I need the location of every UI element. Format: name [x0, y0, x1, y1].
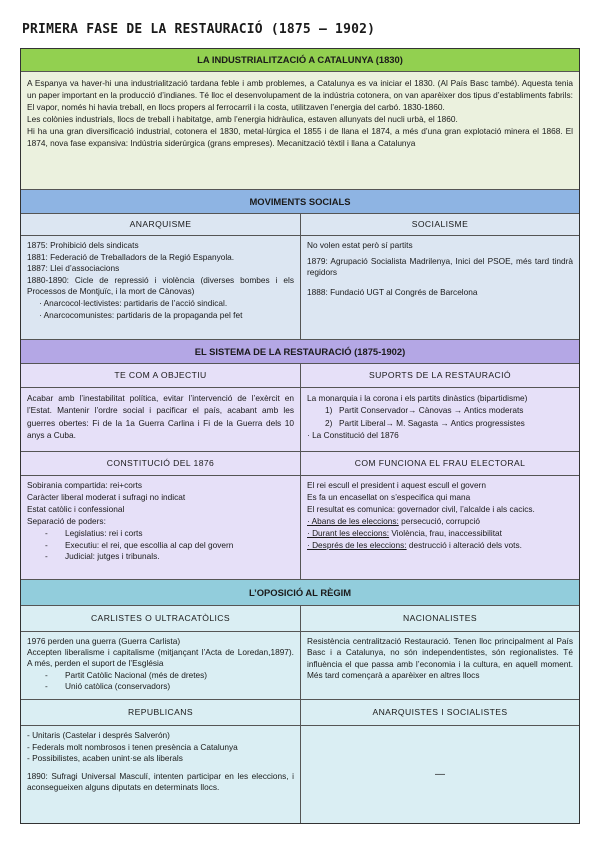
frau-key: · Durant les eleccions:: [307, 527, 390, 538]
constitucio-item: [27, 540, 294, 552]
republicans-line: - Possibilistes, acaben unint·se als liberals: [27, 753, 183, 764]
frau-value: Violència, frau, inaccessibilitat: [389, 527, 502, 538]
carlistes-item: [27, 681, 294, 692]
oposicio-subheaders-2: [21, 699, 579, 725]
oposicio-title: L’OPOSICIÓ AL RÈGIM: [248, 586, 352, 598]
suports-line: La monarquia i la corona i els partits dinàstics (bipartidisme): [307, 393, 528, 403]
objectiu-title: TE COM A OBJECTIU: [114, 369, 207, 380]
constitucio-line: Estat catòlic i confessional: [27, 503, 125, 514]
suports-title: SUPORTS DE LA RESTAURACIÓ: [300, 364, 579, 387]
socialisme-line: 1879: Agrupació Socialista Madrilenya, Inici del PSOE, més tard tindrà regidors: [307, 255, 573, 278]
page-title: PRIMERA FASE DE LA RESTAURACIÓ (1875 – 1902): [22, 22, 376, 37]
carlistes-title: CARLISTES O ULTRACATÒLICS: [90, 612, 231, 623]
list-dash: -: [45, 539, 48, 550]
socialisme-title: SOCIALISME: [300, 214, 579, 235]
suports-item: [307, 417, 573, 429]
frau-line: Es fa un encasellat on s’especifica qui mana: [307, 491, 471, 502]
frau-key: · Abans de les eleccions:: [307, 515, 399, 526]
industrialitzacio-title: LA INDUSTRIALITZACIÓ A CATALUNYA (1830): [197, 54, 403, 66]
industrialitzacio-paragraph: Les colònies industrials, llocs de treball i habitatge, amb l’energia hidràulica, estaven allunyats del nucli urbà, el 1860.: [27, 114, 458, 125]
oposicio-body-2: [21, 725, 579, 823]
suports-content: [300, 388, 579, 451]
suports-item: [307, 404, 573, 416]
anarquisme-content: [21, 236, 300, 339]
anarquisme-line: 1880-1890: Cicle de repressió i violència (diverses bombes i els Processos de Montjuïc, i la mort de Cànovas): [27, 274, 294, 297]
anarquisme-line: 1881: Federació de Treballadors de la Regió Espanyola.: [27, 251, 235, 262]
section-header-oposicio: [21, 579, 579, 605]
carlistes-item-text: Partit Catòlic Nacional (més de dretes): [65, 669, 208, 680]
sistema-body-1: [21, 387, 579, 451]
republicans-content: [21, 726, 300, 823]
industrialitzacio-body: [21, 71, 579, 189]
industrialitzacio-paragraph: El vapor, només hi havia treball, en llocs propers al ferrocarril i la costa, utilitzaven l’energia del carbó. 1830-1860.: [27, 102, 445, 113]
list-dash: -: [45, 669, 48, 680]
socialisme-line: No volen estat però sí partits: [307, 240, 413, 250]
suports-item-text: Partit Conservador→ Cànovas → Antics moderats: [339, 405, 524, 416]
nacionalistes-content: Resistència centralització Restauració. Tenen lloc principalment al País Basc i a Catalunya, no són independentistes, són regionalistes. Té influència el que passa amb l’economia i la cultura, en aquell moment. Més tard començarà a aparèixer en altres llocs: [300, 632, 579, 699]
carlistes-line: Accepten liberalisme i capitalisme (mitjançant l’Acta de Loredan,1897). A més, perden el suport de l’Església: [27, 647, 294, 669]
constitucio-line: Separació de poders:: [27, 515, 106, 526]
anarquisme-line: · Anarcocomunistes: partidaris de la propaganda pel fet: [39, 309, 243, 320]
carlistes-item: [27, 670, 294, 681]
section-header-sistema: [21, 339, 579, 363]
constitucio-item: [27, 551, 294, 563]
carlistes-content: [21, 632, 300, 699]
frau-line: [307, 540, 573, 552]
frau-line: El rei escull el president i aquest escull el govern: [307, 480, 486, 490]
suports-line: · La Constitució del 1876: [307, 430, 399, 441]
constitucio-item: [27, 528, 294, 540]
constitucio-line: Sobirania compartida: rei+corts: [27, 480, 143, 490]
frau-value: destrucció i alteració dels vots.: [406, 539, 522, 550]
socialisme-line: 1888: Fundació UGT al Congrés de Barcelona: [307, 286, 478, 297]
socialisme-content: [300, 236, 579, 339]
carlistes-item-text: Unió catòlica (conservadors): [65, 680, 171, 691]
constitucio-item-text: Legislatius: rei i corts: [65, 527, 143, 538]
industrialitzacio-paragraph: A Espanya va haver-hi una industrialització tardana feble i amb problemes, a Catalunya es va iniciar el 1830. (Al País Basc també). Aquesta tenia un paper important en la producció d’indianes. Té lloc el desenvolupament de la indústria cotonera, on van aparèixer dos tipus d’establiments fabrils:: [27, 78, 573, 101]
sistema-subheaders-2: [21, 451, 579, 475]
frau-line: El resultat es comunica: governador civil, l’alcalde i als cacics.: [307, 503, 535, 514]
carlistes-line: 1976 perden una guerra (Guerra Carlista): [27, 636, 181, 646]
section-header-moviments: [21, 189, 579, 213]
section-header-industrialitzacio: [21, 49, 579, 71]
constitucio-item-text: Judicial: jutges i tribunals.: [65, 551, 160, 562]
constitucio-title: CONSTITUCIÓ DEL 1876: [106, 457, 215, 468]
summary-table: [20, 48, 580, 824]
sistema-subheaders-1: [21, 363, 579, 387]
suports-item-text: Partit Liberal→ M. Sagasta → Antics progressistes: [339, 417, 525, 428]
constitucio-content: [21, 476, 300, 579]
list-number: 1): [325, 405, 333, 416]
oposicio-subheaders-1: [21, 605, 579, 631]
frau-key: · Després de les eleccions:: [307, 539, 407, 550]
frau-title: COM FUNCIONA EL FRAU ELECTORAL: [300, 452, 579, 475]
republicans-line: - Federals molt nombrosos i tenen presència a Catalunya: [27, 741, 238, 752]
list-number: 2): [325, 417, 333, 428]
moviments-subheaders: [21, 213, 579, 235]
anarquisme-line: 1887: Llei d’associacions: [27, 263, 120, 274]
list-dash: -: [45, 551, 48, 562]
frau-value: persecució, corrupció: [398, 515, 480, 526]
objectiu-content: Acabar amb l’inestabilitat política, evitar l’intervenció de l’exèrcit en l’Estat. Mantenir l’ordre social i pacificar el país, acabant amb les guerres obertes: Fi de la 1a Guerra Carlina i Fi de la Guerra dels 10 anys a Cuba.: [27, 393, 294, 441]
frau-line: [307, 516, 573, 528]
oposicio-body-1: [21, 631, 579, 699]
republicans-line: 1890: Sufragi Universal Masculí, intenten participar en les eleccions, i aconsegueixen alguns diputats en determinats llocs.: [27, 770, 294, 793]
constitucio-item-text: Executiu: el rei, que escollia al cap del govern: [65, 539, 234, 550]
list-dash: -: [45, 680, 48, 691]
anarquistes-socialistes-title: ANARQUISTES I SOCIALISTES: [300, 700, 579, 725]
industrialitzacio-paragraph: Hi ha una gran diversificació industrial, cotonera el 1830, metal·lúrgica el 1855 i de llana el 1874, a més d’una gran explotació minera el 1868. El 1874, nova fase expansiva: Indústria siderúrgica (grans empreses). Mecanització tèxtil i llana a Catalunya: [27, 126, 573, 149]
anarquisme-line: 1875: Prohibició dels sindicats: [27, 240, 139, 250]
moviments-title: MOVIMENTS SOCIALS: [249, 195, 351, 207]
frau-content: [300, 476, 579, 579]
anarquisme-title: ANARQUISME: [129, 218, 192, 229]
frau-line: [307, 528, 573, 540]
constitucio-line: Caràcter liberal moderat i sufragi no indicat: [27, 491, 186, 502]
anarquistes-socialistes-content: —: [300, 726, 579, 823]
sistema-body-2: [21, 475, 579, 579]
list-dash: -: [45, 527, 48, 538]
moviments-body: [21, 235, 579, 339]
anarquisme-line: · Anarcocol·lectivistes: partidaris de l’acció sindical.: [39, 297, 228, 308]
sistema-title: EL SISTEMA DE LA RESTAURACIÓ (1875-1902): [194, 345, 406, 357]
nacionalistes-title: NACIONALISTES: [300, 606, 579, 631]
republicans-line: - Unitaris (Castelar i després Salverón): [27, 730, 170, 740]
republicans-title: REPUBLICANS: [127, 706, 194, 717]
